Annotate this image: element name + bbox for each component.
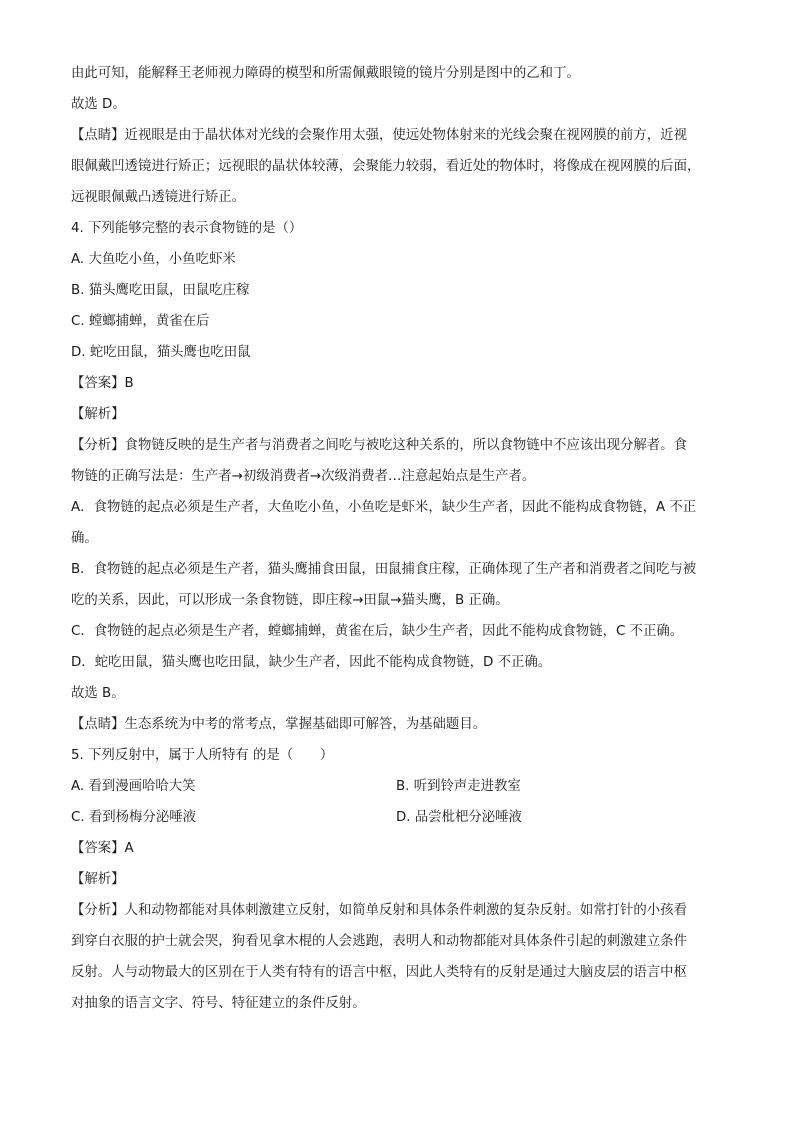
text-line: 【解析】 xyxy=(71,872,125,887)
text-line: A. 大鱼吃小鱼，小鱼吃虾米 xyxy=(71,252,236,267)
text-line: 反射。人与动物最大的区别在于人类有特有的语言中枢，因此人类特有的反射是通过大脑皮层的语言中枢 xyxy=(71,965,687,980)
text-line: 【点睛】生态系统为中考的常考点，掌握基础即可解答，为基础题目。 xyxy=(71,717,487,732)
text-line: C. 螳螂捕蝉，黄雀在后 xyxy=(71,314,210,329)
text-line: 【点睛】近视眼是由于晶状体对光线的会聚作用太强，使远处物体射来的光线会聚在视网膜的前方，近视 xyxy=(71,128,687,143)
paragraph-choice xyxy=(71,95,733,115)
text-line: B. 猫头鹰吃田鼠，田鼠吃庄稼 xyxy=(71,283,250,298)
text-line: 4. 下列能够完整的表示食物链的是（） xyxy=(71,221,303,236)
text-line: 【答案】B xyxy=(71,376,134,391)
text-line: A．食物链的起点必须是生产者，大鱼吃小鱼，小鱼吃是虾米，缺少生产者，因此不能构成食物链，A 不正 xyxy=(71,500,697,515)
question-4-analysis-heading xyxy=(71,405,733,425)
text-line: D．蛇吃田鼠，猫头鹰也吃田鼠，缺少生产者，因此不能构成食物链，D 不正确。 xyxy=(71,655,552,670)
text-line: 对抽象的语言文字、符号、特征建立的条件反射。 xyxy=(71,996,366,1011)
question-4-analysis xyxy=(71,436,733,487)
text-line: 远视眼佩戴凸透镜进行矫正。 xyxy=(71,190,246,205)
text-line: 【分析】食物链反映的是生产者与消费者之间吃与被吃这种关系的，所以食物链中不应该出现分解者。食 xyxy=(71,438,687,453)
text-line: D. 蛇吃田鼠，猫头鹰也吃田鼠 xyxy=(71,345,251,360)
document-page xyxy=(71,64,733,1014)
text-line: 【解析】 xyxy=(71,407,125,422)
paragraph-conclusion xyxy=(71,64,733,84)
text-line: C．食物链的起点必须是生产者，螳螂捕蝉，黄雀在后，缺少生产者，因此不能构成食物链，C 不正确。 xyxy=(71,624,684,639)
question-5-analysis xyxy=(71,901,733,1014)
text-line: 故选 D。 xyxy=(71,97,126,112)
question-4-note xyxy=(71,715,733,735)
question-4-option-d xyxy=(71,343,733,363)
question-5-option-b: B. 听到铃声走进教室 xyxy=(396,779,521,794)
question-5-options-row xyxy=(71,808,733,828)
question-5-stem xyxy=(71,746,733,766)
question-4-option-c xyxy=(71,312,733,332)
question-4-explain-d xyxy=(71,653,733,673)
question-4-explain-b xyxy=(71,560,733,611)
question-4-explain-a xyxy=(71,498,733,549)
text-line: 由此可知，能解释王老师视力障碍的模型和所需佩戴眼镜的镜片分别是图中的乙和丁。 xyxy=(71,66,580,81)
question-4-explain-c xyxy=(71,622,733,642)
question-4-option-b xyxy=(71,281,733,301)
text-line: 眼佩戴凹透镜进行矫正；远视眼的晶状体较薄，会聚能力较弱，看近处的物体时，将像成在视网膜的后面， xyxy=(71,159,701,174)
question-5-option-a: A. 看到漫画哈哈大笑 xyxy=(71,779,196,794)
question-5-options-row xyxy=(71,777,733,797)
text-line: 故选 B。 xyxy=(71,686,125,701)
text-line: 物链的正确写法是：生产者→初级消费者→次级消费者…注意起始点是生产者。 xyxy=(71,469,536,484)
text-line: 5. 下列反射中，属于人所特有 的是（ ） xyxy=(71,748,334,763)
question-5-analysis-heading xyxy=(71,870,733,890)
question-4-answer xyxy=(71,374,733,394)
question-4-stem xyxy=(71,219,733,239)
text-line: B．食物链的起点必须是生产者，猫头鹰捕食田鼠，田鼠捕食庄稼，正确体现了生产者和消费者之间吃与被 xyxy=(71,562,697,577)
paragraph-note xyxy=(71,126,733,208)
question-4-option-a xyxy=(71,250,733,270)
text-line: 吃的关系，因此，可以形成一条食物链，即庄稼→田鼠→猫头鹰，B 正确。 xyxy=(71,593,509,608)
text-line: 确。 xyxy=(71,531,98,546)
text-line: 【答案】A xyxy=(71,841,134,856)
question-5-option-c: C. 看到杨梅分泌唾液 xyxy=(71,810,196,825)
text-line: 到穿白衣服的护士就会哭，狗看见拿木棍的人会逃跑，表明人和动物都能对具体条件引起的刺激建立条件 xyxy=(71,934,687,949)
question-5-answer xyxy=(71,839,733,859)
question-4-choice xyxy=(71,684,733,704)
question-5-option-d: D. 品尝枇杷分泌唾液 xyxy=(396,810,522,825)
text-line: 【分析】人和动物都能对具体刺激建立反射，如简单反射和具体条件刺激的复杂反射。如常打针的小孩看 xyxy=(71,903,687,918)
